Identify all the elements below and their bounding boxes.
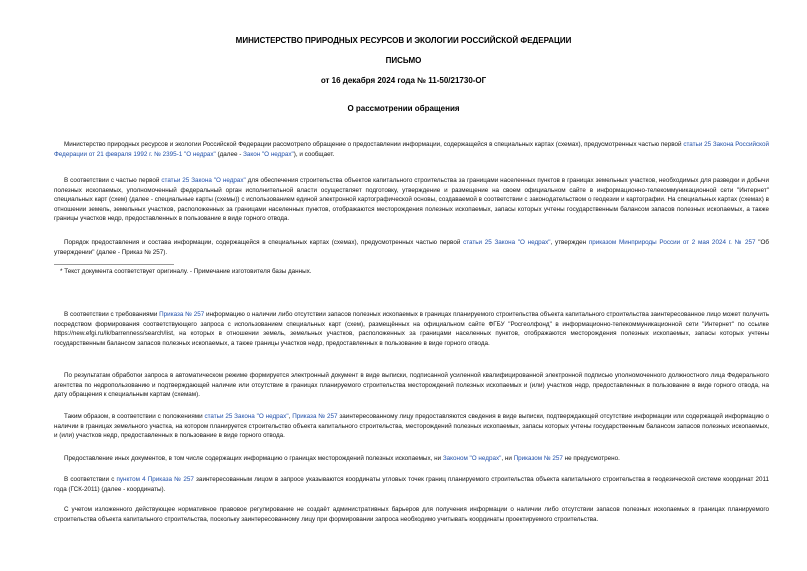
paragraph-6	[54, 412, 769, 441]
ministry-heading: МИНИСТЕРСТВО ПРИРОДНЫХ РЕСУРСОВ И ЭКОЛОГИИ РОССИЙСКОЙ ФЕДЕРАЦИИ	[235, 36, 572, 45]
paragraph-3	[54, 238, 769, 257]
paragraph-text: В соответствии с требованиями	[64, 311, 160, 318]
document-subject: О рассмотрении обращения	[347, 104, 460, 113]
paragraph-text: Предоставление иных документов, в том числе содержащих информацию о границах месторождений полезных ископаемых, ни	[64, 455, 443, 462]
document-type: ПИСЬМО	[385, 56, 422, 65]
paragraph-7	[54, 454, 769, 464]
paragraph-text: для обеспечения строительства объектов капитального строительства за границами населенных пунктов в границах земельных участков, необходимых для разведки и добычи полезных ископаемых, уполномоченный федеральный орган исполнительной власти осуществляет подготовку, утверждение и размещение на своем официальном сайте в информационно-телекоммуникационной сети "Интернет" специальных карт (схем) (далее - специальные карты (схемы)) с использованием единой электронной картографической основы, создаваемой в соответствии с законодательством о геодезии и картографии. На специальных картах (схемах) в отношении земель, земельных участков, расположенных за границами населенных пунктов, отображаются месторождения полезных ископаемых, запасы которых учтены государственным балансом запасов полезных ископаемых, а также границы участков недр, предоставленных в пользование в виде горного отвода.	[54, 177, 769, 223]
order-257-link[interactable]: приказом Минприроды России от 2 мая 2024 г. № 257	[588, 239, 756, 246]
paragraph-text: , утвержден	[550, 239, 589, 246]
paragraph-text: ), и сообщает.	[293, 150, 335, 158]
order-257-link[interactable]: Приказа № 257	[159, 311, 205, 318]
paragraph-text: не предусмотрено.	[562, 455, 620, 462]
document-date-number: от 16 декабря 2024 года № 11-50/21730-ОГ	[320, 76, 487, 85]
paragraph-text: Министерство природных ресурсов и экологии Российской Федерации рассмотрело обращение о предоставлении информации, содержащейся в специальных картах (схемах), предусмотренных частью первой	[64, 141, 684, 148]
paragraph-text: Таким образом, в соответствии с положениями	[64, 413, 205, 420]
paragraph-text: заинтересованным лицом в запросе указываются координаты угловых точек границ планируемого строительства объекта капитального строительства в геодезической системе координат 2011 года (ГСК-2011) (далее - координаты).	[54, 476, 769, 493]
paragraph-1	[54, 140, 769, 159]
law-on-subsoil-link[interactable]: Законом "О недрах"	[442, 455, 502, 462]
order-257-link[interactable]: Приказом № 257	[513, 455, 563, 462]
paragraph-text: "Об утверждении" (далее - Приказ № 257).	[54, 239, 769, 256]
paragraph-2	[54, 176, 769, 224]
paragraph-text: В соответствии с	[64, 476, 117, 483]
law-on-subsoil-link[interactable]: Закон "О недрах"	[243, 150, 294, 158]
article-25-link[interactable]: статьи 25 Закона "О недрах"	[161, 177, 246, 184]
paragraph-4	[54, 310, 769, 348]
law-article-25-link[interactable]: статьи 25 Закона Российской Федерации от 21 февраля 1992 г. № 2395-1 "О недрах"	[54, 141, 770, 158]
order-257-point-4-link[interactable]: пунктом 4 Приказа № 257	[116, 476, 194, 483]
paragraph-text: (далее -	[215, 150, 244, 158]
footnote: * Текст документа соответствует оригиналу. - Примечание изготовителя базы данных.	[60, 268, 312, 275]
paragraph-text: , ни	[501, 455, 514, 462]
footnote-separator	[54, 264, 174, 265]
article-25-link[interactable]: статьи 25 Закона "О недрах"	[204, 413, 289, 420]
paragraph-9	[54, 505, 769, 524]
paragraph-text: По результатам обработки запроса в автоматическом режиме формируется электронный документ в виде выписки, подписанной усиленной квалифицированной электронной подписью уполномоченного должностного лица Федерального агентства по недропользованию и подтверждающей наличие или отсутствие в границах планируемого строительства месторождений полезных ископаемых и (или) участков недр, предоставленных в пользование в виде горного отвода, на дату обращения к специальным картам (схемам).	[54, 372, 769, 399]
paragraph-text: Порядок предоставления и состава информации, содержащейся в специальных картах (схемах), предусмотренных частью первой	[64, 239, 464, 246]
paragraph-text: С учетом изложенного действующее нормативное правовое регулирование не создаёт административных барьеров для получения информации о наличии либо отсутствии запасов полезных ископаемых в границах планируемого строительства объекта капитального строительства, поскольку заинтересованному лицу при формировании запроса необходимо учитывать координаты проектируемого строительства.	[54, 506, 769, 523]
order-257-link[interactable]: Приказа № 257	[292, 413, 338, 420]
article-25-link[interactable]: статьи 25 Закона "О недрах"	[463, 239, 551, 246]
paragraph-5	[54, 371, 769, 400]
paragraph-8	[54, 475, 769, 494]
paragraph-text: В соответствии с частью первой	[64, 177, 162, 184]
paragraph-text: ,	[288, 413, 293, 420]
paragraph-text: информацию о наличии либо отсутствии запасов полезных ископаемых в границах планируемого строительства объекта капитального строительства заинтересованное лицо может получить посредством формирования соответствующего запроса с использованием специальных карт (схем), размещённых на официальном сайте ФГБУ "Росгеолфонд" в информационно-телекоммуникационной сети "Интернет" по ссылке https://new.efgi.ru/lk/barrenness/search/list, на которых в отношении земель, земельных участков, расположенных за границами населенных пунктов, отображаются месторождения полезных ископаемых, запасы которых учтены государственным балансом запасов полезных ископаемых, а также границы участков недр, предоставленных в пользование в виде горного отвода.	[54, 311, 770, 347]
paragraph-text: заинтересованному лицу предоставляются сведения в виде выписки, подтверждающей отсутствие информации или содержащей информацию о наличии в границах земельного участка, на котором планируется строительство объекта капитального строительства, месторождений полезных ископаемых, запасы которых учтены государственным балансом запасов полезных ископаемых, и (или) участков недр, предоставленных в пользование в виде горного отвода.	[54, 413, 769, 440]
